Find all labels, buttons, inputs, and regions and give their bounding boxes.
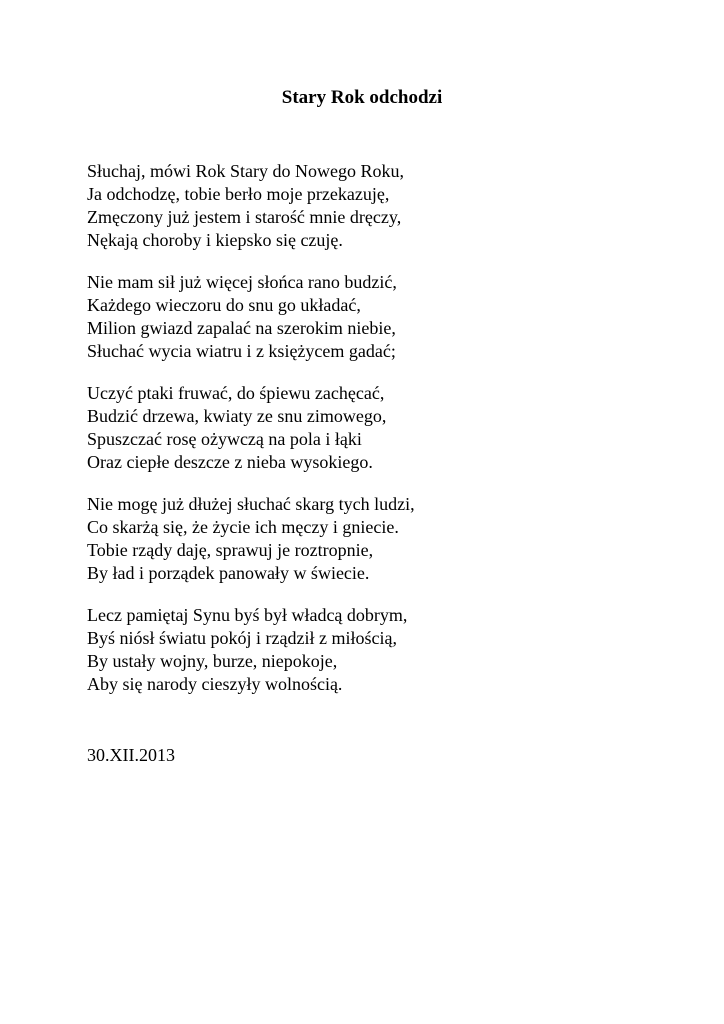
poem-body xyxy=(87,160,687,715)
poem-line: Co skarżą się, że życie ich męczy i gniecie. xyxy=(87,517,399,537)
poem-line: Milion gwiazd zapalać na szerokim niebie, xyxy=(87,318,396,338)
poem-line: By ustały wojny, burze, niepokoje, xyxy=(87,651,338,671)
stanza-1 xyxy=(87,160,687,252)
poem-line: Tobie rządy daję, sprawuj je roztropnie, xyxy=(87,540,374,560)
poem-line: Każdego wieczoru do snu go układać, xyxy=(87,295,361,315)
poem-line: Budzić drzewa, kwiaty ze snu zimowego, xyxy=(87,406,387,426)
poem-line: Oraz ciepłe deszcze z nieba wysokiego. xyxy=(87,452,373,472)
poem-date: 30.XII.2013 xyxy=(87,745,175,765)
poem-title xyxy=(0,86,724,110)
poem-line: Słuchaj, mówi Rok Stary do Nowego Roku, xyxy=(87,161,404,181)
poem-line: Nękają choroby i kiepsko się czuję. xyxy=(87,230,343,250)
poem-line: By ład i porządek panowały w świecie. xyxy=(87,563,370,583)
poem-line: Słuchać wycia wiatru i z księżycem gadać; xyxy=(87,341,396,361)
poem-line: Byś niósł światu pokój i rządził z miłością, xyxy=(87,628,397,648)
poem-line: Spuszczać rosę ożywczą na pola i łąki xyxy=(87,429,362,449)
stanza-2 xyxy=(87,271,687,363)
stanza-5 xyxy=(87,604,687,696)
poem-line: Nie mogę już dłużej słuchać skarg tych ludzi, xyxy=(87,494,415,514)
poem-line: Aby się narody cieszyły wolnością. xyxy=(87,674,343,694)
poem-line: Nie mam sił już więcej słońca rano budzić, xyxy=(87,272,397,292)
poem-title-text: Stary Rok odchodzi xyxy=(281,87,443,108)
poem-line: Lecz pamiętaj Synu byś był władcą dobrym, xyxy=(87,605,408,625)
stanza-4 xyxy=(87,493,687,585)
poem-line: Ja odchodzę, tobie berło moje przekazuję, xyxy=(87,184,390,204)
poem-line: Zmęczony już jestem i starość mnie dręczy, xyxy=(87,207,402,227)
stanza-3 xyxy=(87,382,687,474)
poem-line: Uczyć ptaki fruwać, do śpiewu zachęcać, xyxy=(87,383,385,403)
